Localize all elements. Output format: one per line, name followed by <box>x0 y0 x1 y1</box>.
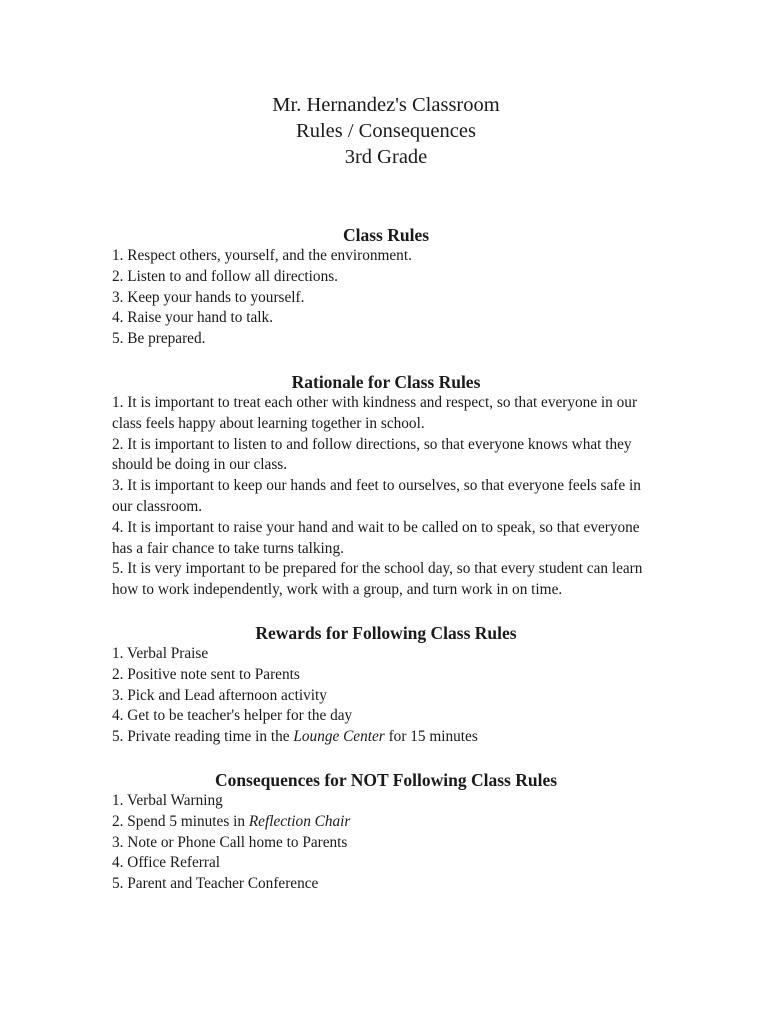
class-rule-item: 1. Respect others, yourself, and the environment. <box>112 247 412 264</box>
rationale-heading: Rationale for Class Rules <box>291 371 481 392</box>
class-rule-item: 3. Keep your hands to yourself. <box>112 288 305 306</box>
consequences-heading: Consequences for NOT Following Class Rules <box>214 769 558 790</box>
rationale-section <box>112 371 660 601</box>
rewards-heading: Rewards for Following Class Rules <box>255 622 517 643</box>
rationale-item: 5. It is very important to be prepared for the school day, so that every student can learn how to work independently, work with a group, and turn work in on time. <box>112 560 643 599</box>
rationale-item: 2. It is important to listen to and follow directions, so that everyone knows what they should be doing in our class. <box>112 435 632 474</box>
consequence-item-text: 2. Spend 5 minutes in <box>112 812 249 830</box>
title-classroom: Mr. Hernandez's Classroom <box>272 94 500 116</box>
rationale-list <box>112 393 660 601</box>
reward-item: 1. Verbal Praise <box>112 644 209 662</box>
consequence-item: 4. Office Referral <box>112 854 221 872</box>
reward-item: 2. Positive note sent to Parents <box>112 665 300 683</box>
reward-item-lounge <box>112 727 660 748</box>
document-page <box>112 92 660 895</box>
reflection-chair-emphasis: Reflection Chair <box>248 812 351 830</box>
reward-item-text: 5. Private reading time in the <box>112 728 294 746</box>
class-rule-item: 5. Be prepared. <box>112 330 206 348</box>
rationale-item: 1. It is important to treat each other with kindness and respect, so that everyone in our class feels happy about learning together in school. <box>112 393 638 432</box>
rationale-item: 4. It is important to raise your hand and wait to be called on to speak, so that everyone has a fair chance to take turns talking. <box>112 518 640 557</box>
consequence-item: 1. Verbal Warning <box>112 791 223 809</box>
lounge-center-emphasis: Lounge Center <box>293 728 385 746</box>
consequences-section <box>112 769 660 895</box>
consequence-item-reflection <box>112 812 660 833</box>
class-rules-list <box>112 246 660 350</box>
title-grade: 3rd Grade <box>344 146 428 168</box>
class-rules-section <box>112 224 660 350</box>
reward-item: 4. Get to be teacher's helper for the day <box>112 707 353 725</box>
class-rule-item: 4. Raise your hand to talk. <box>112 309 274 327</box>
rewards-section <box>112 622 660 748</box>
class-rules-heading: Class Rules <box>342 225 430 245</box>
reward-item: 3. Pick and Lead afternoon activity <box>112 686 327 704</box>
consequences-list <box>112 791 660 895</box>
document-title <box>112 92 660 170</box>
consequence-item: 5. Parent and Teacher Conference <box>112 875 319 893</box>
rationale-item: 3. It is important to keep our hands and feet to ourselves, so that everyone feels safe in our classroom. <box>112 477 641 515</box>
class-rule-item: 2. Listen to and follow all directions. <box>112 267 339 285</box>
rewards-list <box>112 644 660 748</box>
consequence-item: 3. Note or Phone Call home to Parents <box>112 833 348 851</box>
reward-item-text: for 15 minutes <box>384 728 478 746</box>
title-subject: Rules / Consequences <box>296 120 476 142</box>
